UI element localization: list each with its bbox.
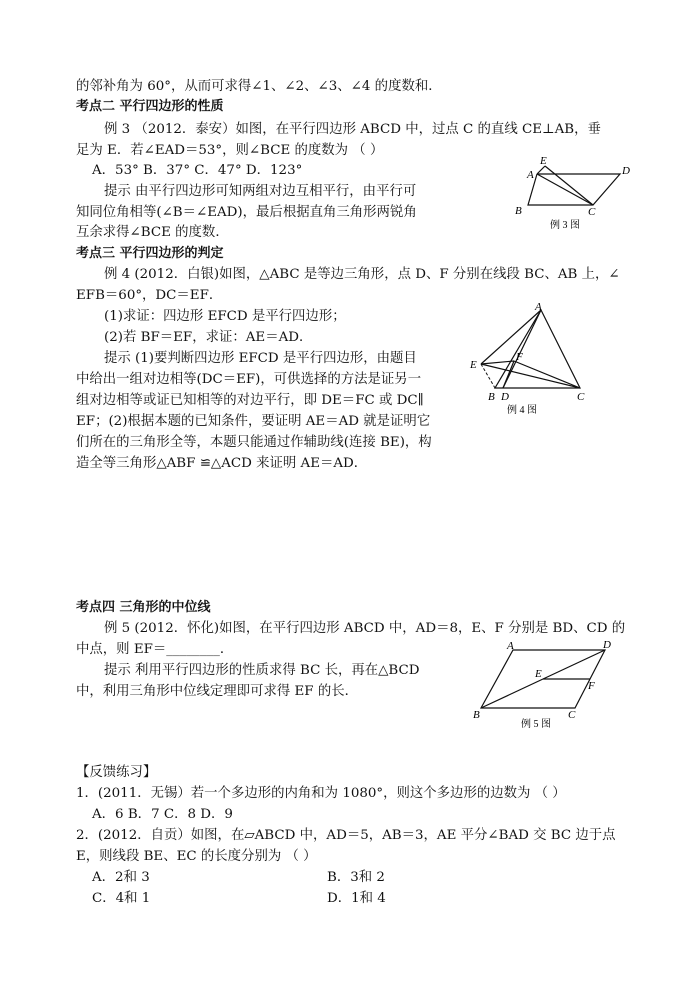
text-line: 例 3 （2012．泰安）如图，在平行四边形 ABCD 中，过点 C 的直线 CE⊥AB，垂 bbox=[104, 122, 601, 137]
figure-example-5 bbox=[465, 640, 615, 739]
text-line: 提示 (1)要判断四边形 EFCD 是平行四边形，由题目 bbox=[104, 351, 417, 366]
text-line: 例 4 (2012．白银)如图，△ABC 是等边三角形，点 D、F 分别在线段 BC、AB 上，∠ bbox=[104, 267, 620, 282]
choice-c: C．4和 1 bbox=[92, 891, 151, 906]
text-line: 中，利用三角形中位线定理即可求得 EF 的长． bbox=[76, 684, 358, 699]
label-a: A bbox=[527, 169, 534, 181]
choice-a: A．2和 3 bbox=[92, 870, 150, 885]
text-line: 足为 E．若∠EAD＝53°，则∠BCE 的度数为 （ ） bbox=[76, 143, 384, 158]
figure-caption: 例 4 图 bbox=[507, 405, 537, 416]
label-a: A bbox=[507, 640, 514, 652]
label-f: F bbox=[516, 351, 523, 363]
text-line: 例 5 (2012．怀化)如图，在平行四边形 ABCD 中，AD＝8，E、F 分别是 BD、CD 的 bbox=[104, 621, 626, 636]
label-c: C bbox=[568, 709, 576, 721]
label-b: B bbox=[515, 205, 522, 217]
text-line: 们所在的三角形全等，本题只能通过作辅助线(连接 BE)，构 bbox=[76, 435, 432, 450]
label-c: C bbox=[588, 206, 596, 218]
text-line: 提示 利用平行四边形的性质求得 BC 长，再在△BCD bbox=[104, 663, 420, 678]
label-e: E bbox=[540, 155, 547, 167]
choice-d: D．1和 4 bbox=[327, 891, 386, 906]
text-line: 1．(2011．无锡）若一个多边形的内角和为 1080°，则这个多边形的边数为 （ ） bbox=[76, 786, 566, 801]
text-line: EF；(2)根据本题的已知条件，要证明 AE＝AD 就是证明它 bbox=[76, 414, 431, 429]
label-a: A bbox=[535, 301, 542, 313]
label-d: D bbox=[603, 640, 611, 651]
label-f: F bbox=[588, 680, 595, 692]
label-b: B bbox=[473, 709, 480, 721]
label-d: D bbox=[501, 391, 509, 403]
label-e: E bbox=[470, 359, 477, 371]
choice-b: B．3和 2 bbox=[327, 870, 385, 885]
text-line: 提示 由平行四边形可知两组对边互相平行，由平行可 bbox=[104, 184, 417, 199]
text-line: 的邻补角为 60°，从而可求得∠1、∠2、∠3、∠4 的度数和． bbox=[76, 79, 442, 94]
text-line: 2．(2012．自贡）如图，在▱ABCD 中，AD＝5，AB＝3，AE 平分∠BAD 交 BC 边于点 bbox=[76, 828, 616, 843]
figure-example-3 bbox=[505, 152, 630, 236]
text-line: 中给出一组对边相等(DC＝EF)，可供选择的方法是证另一 bbox=[76, 372, 422, 387]
label-d: D bbox=[622, 165, 630, 177]
choice-line: A．53° B．37° C．47° D．123° bbox=[92, 163, 303, 178]
text-line: (1)求证：四边形 EFCD 是平行四边形； bbox=[104, 309, 346, 324]
text-line: EFB＝60°，DC＝EF． bbox=[76, 288, 223, 303]
text-line: 造全等三角形△ABF ≌△ACD 来证明 AE＝AD． bbox=[76, 456, 368, 471]
text-line: E，则线段 BE、EC 的长度分别为 （ ） bbox=[76, 849, 317, 864]
text-line: 中点，则 EF＝________． bbox=[76, 642, 234, 657]
figure-example-4 bbox=[465, 300, 625, 424]
section-heading: 【反馈练习】 bbox=[76, 765, 157, 780]
section-heading: 考点二 平行四边形的性质 bbox=[76, 99, 224, 114]
text-line: 互余求得∠BCE 的度数． bbox=[76, 225, 229, 240]
figure-caption: 例 3 图 bbox=[550, 220, 580, 231]
label-b: B bbox=[488, 391, 495, 403]
section-heading: 考点四 三角形的中位线 bbox=[76, 600, 211, 615]
figure-caption: 例 5 图 bbox=[521, 719, 551, 730]
label-e: E bbox=[535, 668, 542, 680]
text-line: (2)若 BF＝EF，求证：AE＝AD． bbox=[104, 330, 313, 345]
text-line: 知同位角相等(∠B＝∠EAD)，最后根据直角三角形两锐角 bbox=[76, 205, 417, 220]
label-c: C bbox=[577, 391, 585, 403]
text-line: 组对边相等或证已知相等的对边平行，即 DE＝FC 或 DC∥ bbox=[76, 393, 424, 408]
choice-line: A．6 B．7 C．8 D．9 bbox=[92, 807, 233, 822]
section-heading: 考点三 平行四边形的判定 bbox=[76, 246, 224, 261]
